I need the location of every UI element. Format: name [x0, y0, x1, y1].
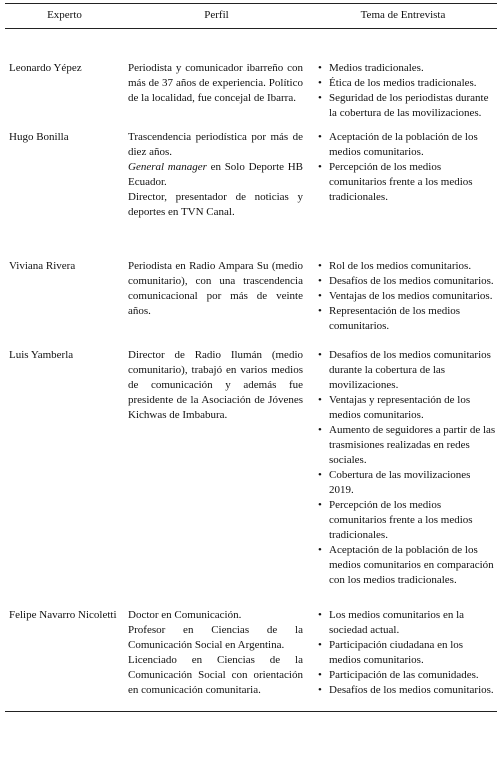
list-item: • Percepción de los medios comunitarios frente a los medios tradicionales.: [315, 498, 497, 543]
profile-line: [128, 160, 303, 190]
list-item: • Desafíos de los medios comunitarios durante la cobertura de las movilizaciones.: [315, 348, 497, 393]
expert-table: [5, 3, 497, 712]
list-item: • Aumento de seguidores a partir de las trasmisiones realizadas en redes sociales.: [315, 423, 497, 468]
profile-text: en Solo Deporte HB Ecuador.: [128, 161, 304, 188]
header-experto: Experto: [5, 4, 124, 29]
profile-emphasis: General manager: [128, 161, 207, 173]
list-item: • Rol de los medios comunitarios.: [315, 259, 497, 274]
profile-line: Periodista en Radio Ampara Su (medio comunitario), con una trascendencia comunicacional por más de veinte años.: [128, 260, 303, 317]
expert-profile: [124, 121, 309, 220]
list-item: • Aceptación de la población de los medios comunitarios.: [315, 130, 497, 160]
list-item: • Ventajas y representación de los medios comunitarios.: [315, 393, 497, 423]
topic-list: [315, 608, 497, 698]
list-item: • Seguridad de los periodistas durante la cobertura de las movilizaciones.: [315, 91, 497, 121]
profile-line: Director de Radio Ilumán (medio comunitario), trabajó en varios medios de comunicación y además fue presidente de la Asociación de Jóvenes Kichwas de Imbabura.: [128, 349, 303, 421]
list-item: • Desafíos de los medios comunitarios.: [315, 274, 497, 289]
expert-profile: [124, 588, 309, 712]
header-row: [5, 4, 497, 29]
table-row: [5, 220, 497, 334]
interview-topics: [309, 334, 497, 588]
interview-topics: [309, 121, 497, 220]
profile-line: Trascendencia periodística por más de diez años.: [128, 131, 303, 158]
expert-name: Leonardo Yépez: [9, 62, 82, 74]
list-item: • Ventajas de los medios comunitarios.: [315, 289, 497, 304]
header-perfil: Perfil: [124, 4, 309, 29]
expert-profile: [124, 334, 309, 588]
table-row: [5, 588, 497, 712]
profile-line: Director, presentador de noticias y deportes en TVN Canal.: [128, 191, 303, 218]
expert-profile: [124, 220, 309, 334]
list-item: • Los medios comunitarios en la sociedad actual.: [315, 608, 497, 638]
list-item: • Percepción de los medios comunitarios frente a los medios tradicionales.: [315, 160, 497, 205]
interview-topics: [309, 220, 497, 334]
interview-topics: [309, 588, 497, 712]
topic-list: [315, 130, 497, 205]
topic-list: [315, 348, 497, 588]
list-item: • Representación de los medios comunitarios.: [315, 304, 497, 334]
list-item: • Medios tradicionales.: [315, 61, 497, 76]
list-item: • Desafíos de los medios comunitarios.: [315, 683, 497, 698]
list-item: • Participación ciudadana en los medios comunitarios.: [315, 638, 497, 668]
expert-profile: [124, 29, 309, 122]
profile-line: Licenciado en Ciencias de la Comunicación Social con orientación en comunicación comunitaria.: [128, 654, 303, 696]
header-tema: Tema de Entrevista: [309, 4, 497, 29]
list-item: • Participación de las comunidades.: [315, 668, 497, 683]
interview-topics: [309, 29, 497, 122]
expert-name: Viviana Rivera: [9, 260, 76, 272]
list-item: • Aceptación de la población de los medios comunitarios en comparación con los medios tradicionales.: [315, 543, 497, 588]
table-row: [5, 334, 497, 588]
list-item: • Ética de los medios tradicionales.: [315, 76, 497, 91]
profile-line: Doctor en Comunicación.: [128, 609, 242, 621]
topic-list: [315, 61, 497, 121]
expert-name: Hugo Bonilla: [9, 131, 69, 143]
profile-line: Profesor en Ciencias de la Comunicación Social en Argentina.: [128, 624, 303, 651]
profile-line: Periodista y comunicador ibarreño con más de 37 años de experiencia. Político de la localidad, fue concejal de Ibarra.: [128, 62, 303, 104]
topic-list: [315, 259, 497, 334]
list-item: • Cobertura de las movilizaciones 2019.: [315, 468, 497, 498]
expert-name: Luis Yamberla: [9, 349, 74, 361]
table-row: [5, 121, 497, 220]
table-row: [5, 29, 497, 122]
expert-name: Felipe Navarro Nicoletti: [5, 588, 124, 712]
